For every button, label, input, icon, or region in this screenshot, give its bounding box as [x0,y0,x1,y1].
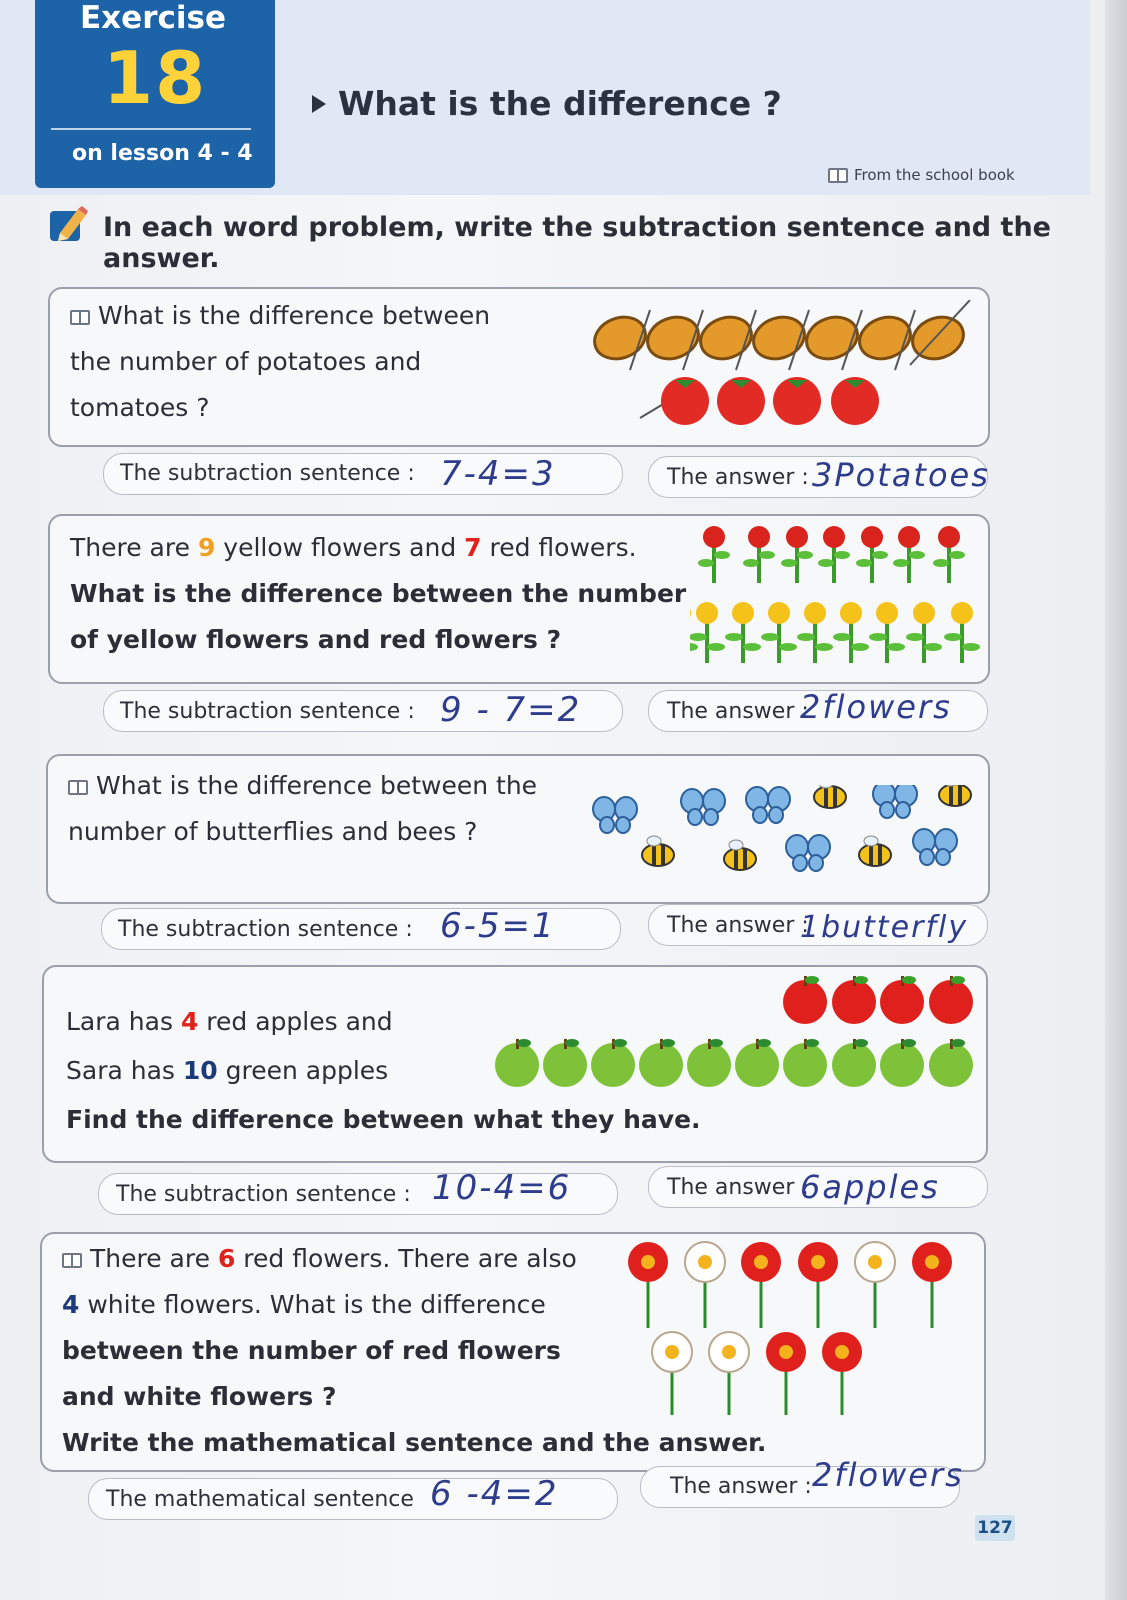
pencil-icon [48,203,90,245]
tomato-icon [661,377,879,425]
book-icon [70,310,90,325]
question-line: What is the difference between [70,293,490,339]
handwritten-answer-field[interactable]: 6apples [800,1168,940,1206]
book-icon [68,780,88,795]
sentence-label: The mathematical sentence [106,1487,414,1512]
page-title [312,84,782,123]
red-flower-icon [698,526,965,583]
handwritten-sentence-field[interactable]: 7-4=3 [440,454,556,494]
handwritten-sentence-field[interactable]: 9 - 7=2 [440,690,582,730]
question-line: number of butterflies and bees ? [68,817,478,846]
play-triangle-icon [312,95,326,113]
page-title-text: What is the difference ? [338,84,782,123]
handwritten-answer-field[interactable]: 1butterfly [800,910,969,945]
handwritten-answer-field[interactable]: 2flowers [812,1456,964,1494]
answer-label: The answer : [667,913,809,938]
handwritten-sentence-field[interactable]: 10-4=6 [432,1168,572,1208]
exercise-badge [35,0,275,188]
question-line: Lara has 4 red apples and [66,1007,393,1036]
source-text: From the school book [854,166,1015,184]
red-flower-icon [628,1242,952,1415]
red-apple-icon [783,976,973,1024]
lesson-label: on lesson 4 - 4 [72,141,253,166]
handwritten-answer-field[interactable]: 2flowers [800,688,952,726]
yellow-flower-icon [690,602,980,663]
sentence-label: The subtraction sentence : [120,461,415,486]
instruction-text: In each word problem, write the subtraction sentence and the answer. [103,212,1051,274]
sentence-label: The subtraction sentence : [120,699,415,724]
flowers-illustration [690,525,980,670]
question-line: of yellow flowers and red flowers ? [70,625,562,654]
question-line: What is the difference between the number [70,579,687,608]
butterflies-bees-illustration [590,785,980,895]
handwritten-sentence-field[interactable]: 6 -4=2 [430,1474,559,1514]
answer-label: The answer : [667,1175,809,1200]
page-number: 127 [975,1515,1015,1541]
question-line: 4 white flowers. What is the difference [62,1290,546,1319]
sentence-label: The subtraction sentence : [116,1182,411,1207]
exercise-word: Exercise [80,0,226,36]
book-icon [828,168,848,183]
red-white-flowers-illustration [620,1240,970,1415]
question-line: Sara has 10 green apples [66,1056,389,1085]
question-line: Find the difference between what they have. [66,1105,701,1134]
question-line: between the number of red flowers [62,1336,561,1365]
question-line: and white flowers ? [62,1382,337,1411]
question-line: There are 9 yellow flowers and 7 red flowers. [70,533,637,562]
question-line: Write the mathematical sentence and the answer. [62,1428,767,1457]
question-line: tomatoes ? [70,393,210,422]
green-apple-icon [495,1039,973,1087]
book-icon [62,1253,82,1268]
question-line: There are 6 red flowers. There are also [62,1236,766,1282]
page-edge [1105,0,1127,1600]
badge-divider [51,128,251,130]
handwritten-sentence-field[interactable]: 6-5=1 [440,906,556,946]
problem-1-question [70,293,490,431]
exercise-number: 18 [103,36,208,120]
apples-illustration [490,968,980,1093]
potatoes-tomatoes-illustration [590,300,975,430]
source-note [828,166,1015,184]
problem-2-question [70,525,686,663]
answer-label: The answer : [667,465,809,490]
handwritten-answer-field[interactable]: 3Potatoes [812,456,990,494]
answer-label: The answer : [667,699,809,724]
sentence-label: The subtraction sentence : [118,917,413,942]
question-line: the number of potatoes and [70,347,422,376]
question-line: What is the difference between the [68,763,537,809]
problem-3-question [68,763,537,855]
answer-label: The answer : [670,1474,812,1499]
